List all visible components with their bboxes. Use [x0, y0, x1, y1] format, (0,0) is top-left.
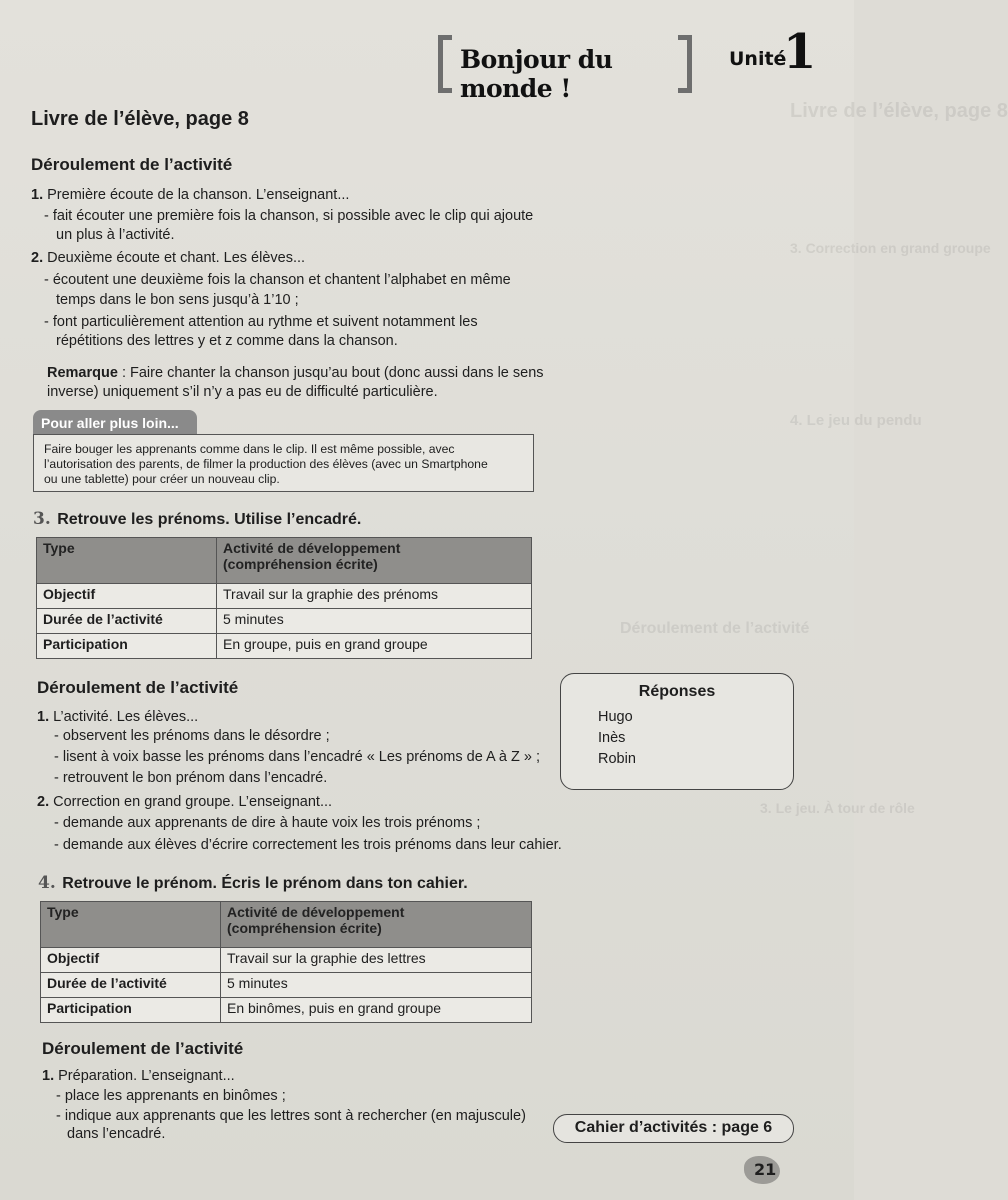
- step-number: 1.: [42, 1068, 55, 1084]
- step-number: 1.: [31, 187, 44, 203]
- step-1: [31, 187, 349, 204]
- unit-number: 1: [783, 24, 817, 80]
- bullet-line: - place les apprenants en binômes ;: [56, 1088, 286, 1104]
- bullet-line: - font particulièrement attention au rythme et suivent notamment les: [44, 314, 478, 330]
- activity-info-table: [36, 537, 532, 659]
- exercise-4-title: [38, 873, 468, 893]
- table-row: [37, 634, 532, 659]
- exercise-3-title: [33, 509, 361, 529]
- step-number: 2.: [31, 250, 44, 266]
- exercise-number: 4.: [38, 873, 56, 893]
- unit-title: Bonjour du monde !: [460, 45, 613, 103]
- table-value-cell: 5 minutes: [217, 609, 532, 634]
- answers-title: Réponses: [638, 683, 716, 700]
- table-key-cell: Durée de l’activité: [41, 973, 221, 998]
- header-line: (compréhension écrite): [227, 920, 382, 937]
- header-line: Activité de développement: [223, 540, 401, 556]
- table-key-cell: Participation: [41, 998, 221, 1023]
- step-text: Préparation. L’enseignant...: [58, 1068, 235, 1084]
- section-heading: Déroulement de l’activité: [37, 678, 239, 697]
- exercise-instruction: Retrouve les prénoms. Utilise l’encadré.: [57, 511, 362, 528]
- callout-tab: Pour aller plus loin...: [33, 410, 197, 436]
- bullet-line: répétitions des lettres y et z comme dans la chanson.: [56, 333, 398, 349]
- activity-info-table: [40, 901, 532, 1023]
- table-row: [37, 609, 532, 634]
- page-reference: Livre de l’élève, page 8: [31, 108, 249, 130]
- table-row: [37, 584, 532, 609]
- table-value-cell: En groupe, puis en grand groupe: [217, 634, 532, 659]
- bullet-line: - retrouvent le bon prénom dans l’encadré.: [54, 770, 328, 786]
- unit-label: Unité: [729, 48, 787, 70]
- remark-text: inverse) uniquement s’il n’y a pas eu de difficulté particulière.: [47, 384, 438, 400]
- section-heading: Déroulement de l’activité: [31, 155, 233, 174]
- header-line: Activité de développement: [227, 904, 405, 920]
- header-line: (compréhension écrite): [223, 556, 378, 573]
- step-text: Correction en grand groupe. L’enseignant...: [53, 794, 333, 810]
- bullet-line: - lisent à voix basse les prénoms dans l’encadré « Les prénoms de A à Z » ;: [54, 749, 541, 765]
- step-number: 2.: [37, 794, 50, 810]
- banner-right-bracket: [678, 35, 692, 93]
- callout-line: Faire bouger les apprenants comme dans le clip. Il est même possible, avec: [44, 442, 455, 456]
- remark: [47, 365, 544, 382]
- section-heading: Déroulement de l’activité: [42, 1039, 244, 1058]
- unit-title-banner: [438, 35, 692, 103]
- bullet-line: - demande aux élèves d’écrire correctement les trois prénoms dans leur cahier.: [54, 837, 562, 853]
- table-value-cell: Travail sur la graphie des prénoms: [217, 584, 532, 609]
- bullet-line: un plus à l’activité.: [56, 227, 175, 243]
- table-key-cell: Objectif: [37, 584, 217, 609]
- table-value-cell: Travail sur la graphie des lettres: [221, 948, 532, 973]
- step-text: L’activité. Les élèves...: [53, 709, 199, 725]
- bullet-line: - écoutent une deuxième fois la chanson et chantent l’alphabet en même: [44, 272, 511, 288]
- step-1: [37, 709, 198, 726]
- step-2: [37, 794, 332, 811]
- answers-box: [560, 673, 794, 790]
- table-key-cell: Type: [37, 538, 217, 584]
- table-key-cell: Objectif: [41, 948, 221, 973]
- table-value-cell: [221, 902, 532, 948]
- table-value-cell: En binômes, puis en grand groupe: [221, 998, 532, 1023]
- table-header-row: [37, 538, 532, 584]
- workbook-reference: Cahier d’activités : page 6: [553, 1114, 794, 1143]
- answer-item: Hugo: [598, 709, 633, 725]
- exercise-number: 3.: [33, 509, 51, 529]
- bullet-line: - demande aux apprenants de dire à haute voix les trois prénoms ;: [54, 815, 481, 831]
- table-row: [41, 973, 532, 998]
- callout-line: ou une tablette) pour créer un nouveau clip.: [44, 472, 280, 486]
- remark-label: Remarque: [47, 365, 118, 381]
- table-header-row: [41, 902, 532, 948]
- step-2: [31, 250, 305, 267]
- exercise-instruction: Retrouve le prénom. Écris le prénom dans ton cahier.: [62, 875, 468, 892]
- table-key-cell: Participation: [37, 634, 217, 659]
- bullet-line: temps dans le bon sens jusqu’à 1’10 ;: [56, 292, 299, 308]
- bullet-line: - indique aux apprenants que les lettres sont à rechercher (en majuscule): [56, 1108, 526, 1124]
- table-row: [41, 998, 532, 1023]
- table-key-cell: Type: [41, 902, 221, 948]
- step-number: 1.: [37, 709, 50, 725]
- table-row: [41, 948, 532, 973]
- table-value-cell: 5 minutes: [221, 973, 532, 998]
- bullet-line: dans l’encadré.: [67, 1126, 166, 1142]
- banner-left-bracket: [438, 35, 452, 93]
- bullet-line: - observent les prénoms dans le désordre ;: [54, 728, 330, 744]
- page-number: 21: [754, 1160, 777, 1179]
- callout-line: l’autorisation des parents, de filmer la production des élèves (avec un Smartphone: [44, 457, 488, 471]
- table-value-cell: [217, 538, 532, 584]
- answer-item: Inès: [598, 730, 626, 746]
- bleed-through-texture: Livre de l’élève, page 8 3. Correction en grand groupe 4. Le jeu du pendu Déroulement de l’activité 3. Le jeu. À tour de rôle: [620, 100, 1008, 816]
- table-key-cell: Durée de l’activité: [37, 609, 217, 634]
- bullet-line: - fait écouter une première fois la chanson, si possible avec le clip qui ajoute: [44, 208, 534, 224]
- callout-box: [33, 434, 534, 492]
- step-1: [42, 1068, 235, 1085]
- answer-item: Robin: [598, 751, 636, 767]
- step-text: Première écoute de la chanson. L’enseignant...: [47, 187, 350, 203]
- step-text: Deuxième écoute et chant. Les élèves...: [47, 250, 306, 266]
- remark-text: : Faire chanter la chanson jusqu’au bout (donc aussi dans le sens: [117, 365, 544, 381]
